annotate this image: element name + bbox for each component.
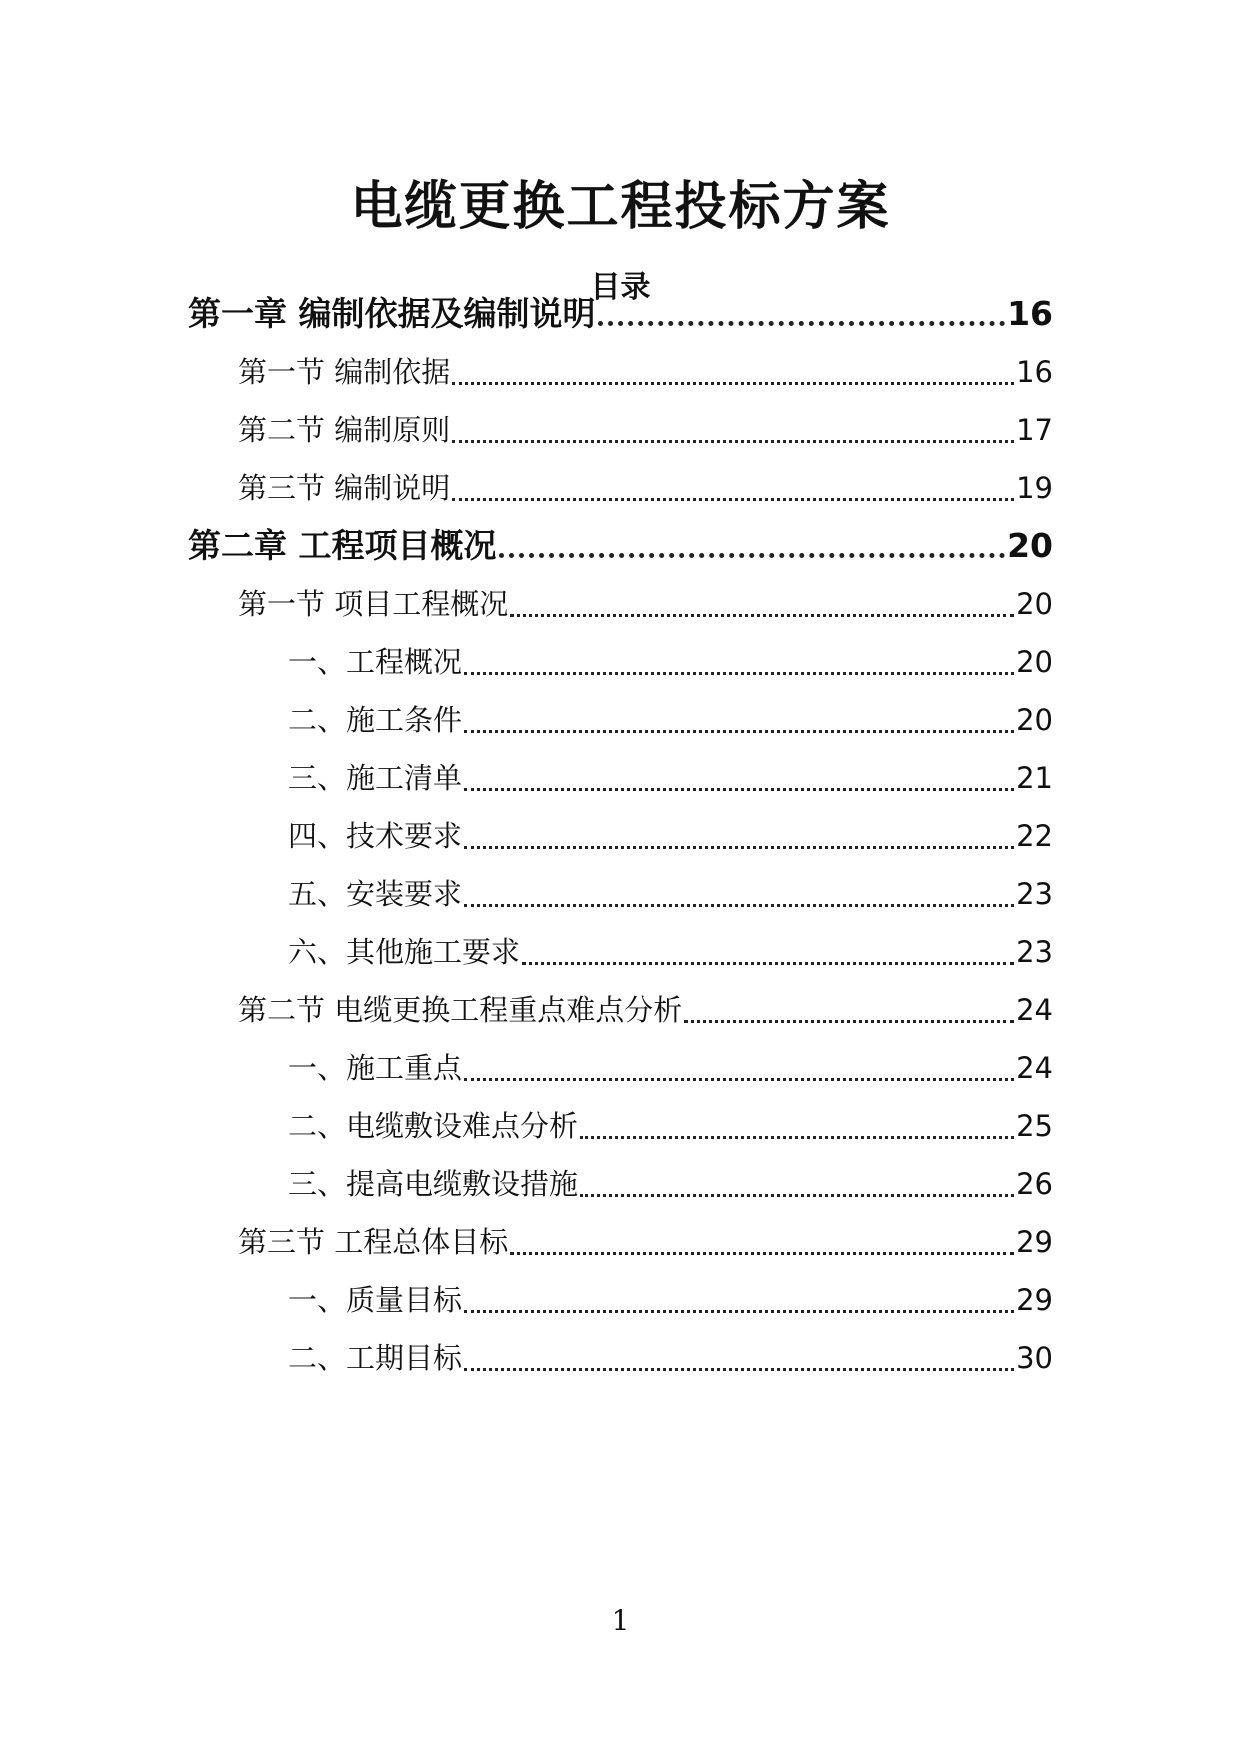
- toc-leader-dots: [464, 845, 1014, 849]
- toc-entry-page: 26: [1016, 1167, 1053, 1201]
- toc-entry-page: 20: [1016, 703, 1053, 737]
- toc-leader-dots: [580, 1135, 1014, 1139]
- toc-entry-label: 第三节 编制说明: [238, 471, 451, 505]
- toc-entry-label: 一、工程概况: [288, 645, 463, 679]
- toc-entry[interactable]: [288, 870, 1053, 914]
- toc-entry-page: 24: [1016, 1051, 1053, 1085]
- toc-leader-dots: [510, 1251, 1014, 1255]
- toc-entry[interactable]: [288, 1276, 1053, 1320]
- toc-leader-dots: [464, 729, 1014, 733]
- toc-entry-label: 第二节 电缆更换工程重点难点分析: [238, 993, 683, 1027]
- toc-leader-dots: [464, 671, 1014, 675]
- toc-entry-label: 二、工期目标: [288, 1341, 463, 1375]
- toc-entry-page: 25: [1016, 1109, 1053, 1143]
- toc-leader-dots: [499, 552, 1006, 558]
- toc-entry[interactable]: [238, 1218, 1053, 1262]
- toc-entry-label: 二、电缆敷设难点分析: [288, 1109, 579, 1143]
- toc-entry[interactable]: [288, 696, 1053, 740]
- toc-leader-dots: [580, 1193, 1014, 1197]
- toc-entry-page: 23: [1016, 935, 1053, 969]
- toc-entry-page: 19: [1016, 471, 1053, 505]
- toc-heading: 目录: [590, 270, 651, 305]
- toc-leader-dots: [452, 439, 1014, 443]
- toc-entry-label: 第二节 编制原则: [238, 413, 451, 447]
- toc-entry[interactable]: [288, 812, 1053, 856]
- toc-entry-page: 16: [1007, 294, 1053, 333]
- toc-entry-page: 16: [1016, 355, 1053, 389]
- toc-leader-dots: [464, 1077, 1014, 1081]
- toc-entry-label: 第一章 编制依据及编制说明: [188, 294, 596, 333]
- toc-entry-page: 17: [1016, 413, 1053, 447]
- page-number: 1: [611, 1604, 630, 1637]
- toc-entry[interactable]: [188, 290, 1053, 334]
- toc-entry-page: 22: [1016, 819, 1053, 853]
- document-title: 电缆更换工程投标方案: [350, 177, 891, 237]
- toc-entry-label: 四、技术要求: [288, 819, 463, 853]
- toc-entry-label: 二、施工条件: [288, 703, 463, 737]
- toc-leader-dots: [452, 381, 1014, 385]
- toc-entry[interactable]: [238, 406, 1053, 450]
- toc-entry-label: 第三节 工程总体目标: [238, 1225, 509, 1259]
- toc-leader-dots: [464, 1309, 1014, 1313]
- toc-entry-page: 20: [1016, 587, 1053, 621]
- toc-entry[interactable]: [238, 580, 1053, 624]
- toc-entry[interactable]: [288, 1102, 1053, 1146]
- toc-leader-dots: [684, 1019, 1014, 1023]
- toc-leader-dots: [464, 903, 1014, 907]
- toc-entry[interactable]: [288, 1044, 1053, 1088]
- toc-entry-label: 一、质量目标: [288, 1283, 463, 1317]
- toc-entry-label: 六、其他施工要求: [288, 935, 521, 969]
- toc-entry-label: 第一节 编制依据: [238, 355, 451, 389]
- toc-entry-page: 30: [1016, 1341, 1053, 1375]
- toc-entry[interactable]: [288, 638, 1053, 682]
- toc-entry-label: 三、施工清单: [288, 761, 463, 795]
- toc-entry-page: 21: [1016, 761, 1053, 795]
- toc-leader-dots: [522, 961, 1014, 965]
- toc-entry[interactable]: [288, 1160, 1053, 1204]
- toc-entry-label: 第一节 项目工程概况: [238, 587, 509, 621]
- toc-leader-dots: [598, 320, 1006, 326]
- toc-entry[interactable]: [238, 348, 1053, 392]
- toc-entry-page: 23: [1016, 877, 1053, 911]
- toc-entry-page: 20: [1016, 645, 1053, 679]
- toc-entry[interactable]: [288, 1334, 1053, 1378]
- toc-entry-label: 三、提高电缆敷设措施: [288, 1167, 579, 1201]
- toc-entry[interactable]: [188, 522, 1053, 566]
- toc-leader-dots: [452, 497, 1014, 501]
- toc-entry-label: 五、安装要求: [288, 877, 463, 911]
- toc-entry-page: 29: [1016, 1283, 1053, 1317]
- toc-entry[interactable]: [238, 464, 1053, 508]
- toc-entry-label: 一、施工重点: [288, 1051, 463, 1085]
- toc-entry[interactable]: [238, 986, 1053, 1030]
- toc-entry-page: 29: [1016, 1225, 1053, 1259]
- toc-entry-label: 第二章 工程项目概况: [188, 526, 497, 565]
- toc-entry-page: 24: [1016, 993, 1053, 1027]
- toc-entry-page: 20: [1007, 526, 1053, 565]
- toc-leader-dots: [464, 787, 1014, 791]
- toc-entry[interactable]: [288, 754, 1053, 798]
- toc-entry[interactable]: [288, 928, 1053, 972]
- toc-leader-dots: [510, 613, 1014, 617]
- toc-leader-dots: [464, 1367, 1014, 1371]
